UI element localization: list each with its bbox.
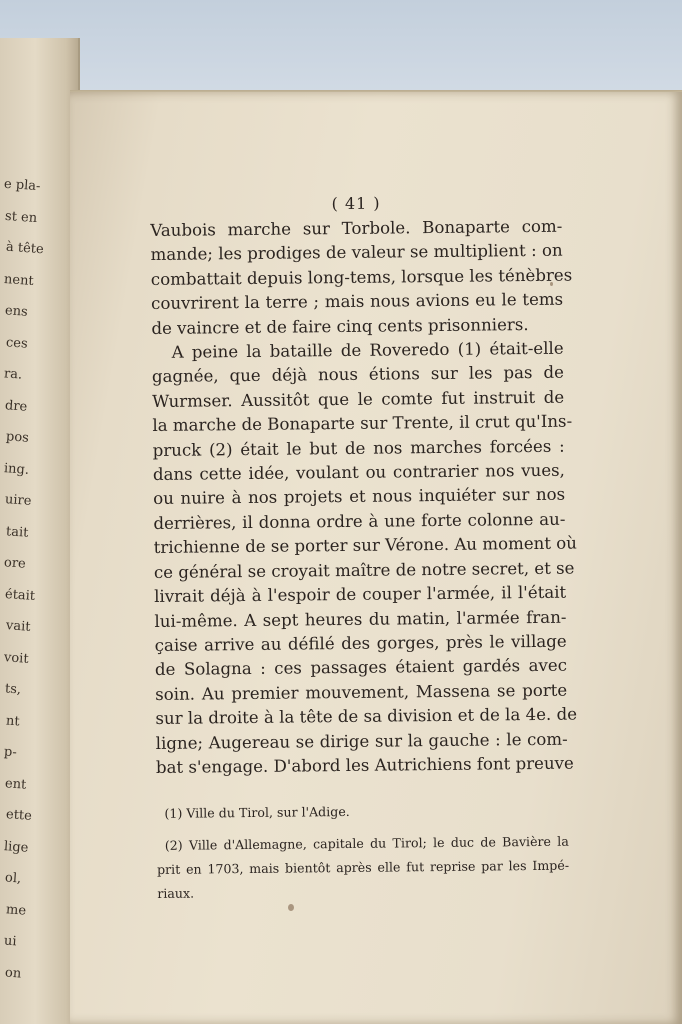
left-page-fragment: pos bbox=[5, 429, 30, 446]
left-page-fragment: ui bbox=[3, 933, 18, 950]
text-line: bat s'engage. D'abord les Autrichiens font preuve bbox=[155, 753, 574, 777]
left-page-fragment: tait bbox=[5, 523, 29, 541]
text-line: la marche de Bonaparte sur Trente, il crut qu'Ins- bbox=[152, 411, 573, 436]
left-page-fragment: nt bbox=[5, 713, 21, 729]
text-line: derrières, il donna ordre à une forte colonne au- bbox=[153, 509, 566, 533]
page-text bbox=[150, 192, 578, 907]
left-page-fragment: voit bbox=[3, 649, 30, 667]
text-line: çaise arrive au défilé des gorges, près le village bbox=[154, 631, 567, 655]
footnote-line: (2) Ville d'Allemagne, capitale du Tirol; le duc de Bavière la bbox=[164, 833, 569, 854]
text-line: pruck (2) était le but de nos marches forcées : bbox=[152, 436, 565, 460]
text-line: couvrirent la terre ; mais nous avions eu le tems bbox=[151, 289, 564, 314]
left-page-fragment: lige bbox=[3, 838, 29, 856]
left-page-fragment: ent bbox=[4, 775, 27, 793]
left-page-fragment: à tête bbox=[5, 239, 45, 258]
left-page-fragment: e pla- bbox=[3, 176, 41, 195]
left-page-fragment: ol, bbox=[4, 870, 22, 887]
text-line: combattait depuis long-tems, lorsque les ténèbres bbox=[150, 265, 573, 289]
text-line: de vaincre et de faire cinq cents prisonniers. bbox=[151, 314, 529, 338]
text-line: livrait déjà à l'espoir de couper l'armée, il l'était bbox=[154, 582, 567, 607]
footnote-line: (1) Ville du Tirol, sur l'Adige. bbox=[164, 804, 350, 822]
left-page-fragment: ces bbox=[5, 334, 29, 352]
text-line: mande; les prodiges de valeur se multiplient : on bbox=[150, 241, 563, 265]
left-page-fragment: ette bbox=[5, 807, 33, 824]
left-page-fragment: p- bbox=[3, 744, 18, 761]
left-page-fragment: ore bbox=[3, 555, 27, 572]
text-line: Vaubois marche sur Torbole. Bonaparte com- bbox=[150, 216, 563, 240]
left-page-fragment: uire bbox=[4, 492, 32, 509]
text-line: trichienne de se porter sur Vérone. Au moment où bbox=[153, 533, 578, 558]
text-line: sur la droite à la tête de sa division et de la 4e. de bbox=[155, 704, 578, 729]
left-page-fragment: ts, bbox=[4, 681, 22, 698]
text-line: dans cette idée, voulant ou contrarier nos vues, bbox=[152, 460, 565, 485]
left-page-fragment: ens bbox=[4, 303, 29, 320]
left-page-fragment: st en bbox=[4, 208, 38, 226]
left-page bbox=[0, 38, 80, 1024]
left-page-fragment: était bbox=[4, 586, 36, 604]
left-page-fragment: dre bbox=[4, 397, 28, 415]
left-page-fragment: vait bbox=[5, 618, 31, 635]
footnote-line: riaux. bbox=[157, 885, 195, 902]
text-line: de Solagna : ces passages étaient gardés avec bbox=[154, 655, 568, 680]
text-line: lui-même. A sept heures du matin, l'armée fran- bbox=[154, 607, 567, 631]
footnote-line: prit en 1703, mais bientôt après elle fut reprise par les Impé- bbox=[156, 857, 570, 878]
page-number: ( 41 ) bbox=[331, 193, 381, 214]
left-page-fragment: ra. bbox=[3, 366, 23, 383]
footnotes bbox=[156, 798, 569, 906]
body-text bbox=[150, 215, 578, 781]
text-line: A peine la bataille de Roveredo (1) était-elle bbox=[171, 338, 564, 362]
left-page-fragment: ing. bbox=[3, 460, 30, 478]
text-line: ligne; Augereau se dirige sur la gauche : le com- bbox=[155, 729, 568, 753]
ink-spot bbox=[288, 904, 294, 911]
text-line: gagnée, que déjà nous étions sur les pas de bbox=[151, 363, 564, 387]
left-page-fragment: me bbox=[5, 901, 27, 919]
text-line: ce général se croyait maître de notre secret, et se bbox=[153, 558, 575, 582]
text-line: soin. Au premier mouvement, Massena se porte bbox=[155, 680, 568, 704]
text-line: ou nuire à nos projets et nous inquiéter sur nos bbox=[153, 485, 566, 509]
text-line: Wurmser. Aussitôt que le comte fut instruit de bbox=[152, 387, 565, 411]
left-page-fragment: nent bbox=[3, 271, 35, 289]
left-page-fragment: on bbox=[4, 964, 22, 982]
